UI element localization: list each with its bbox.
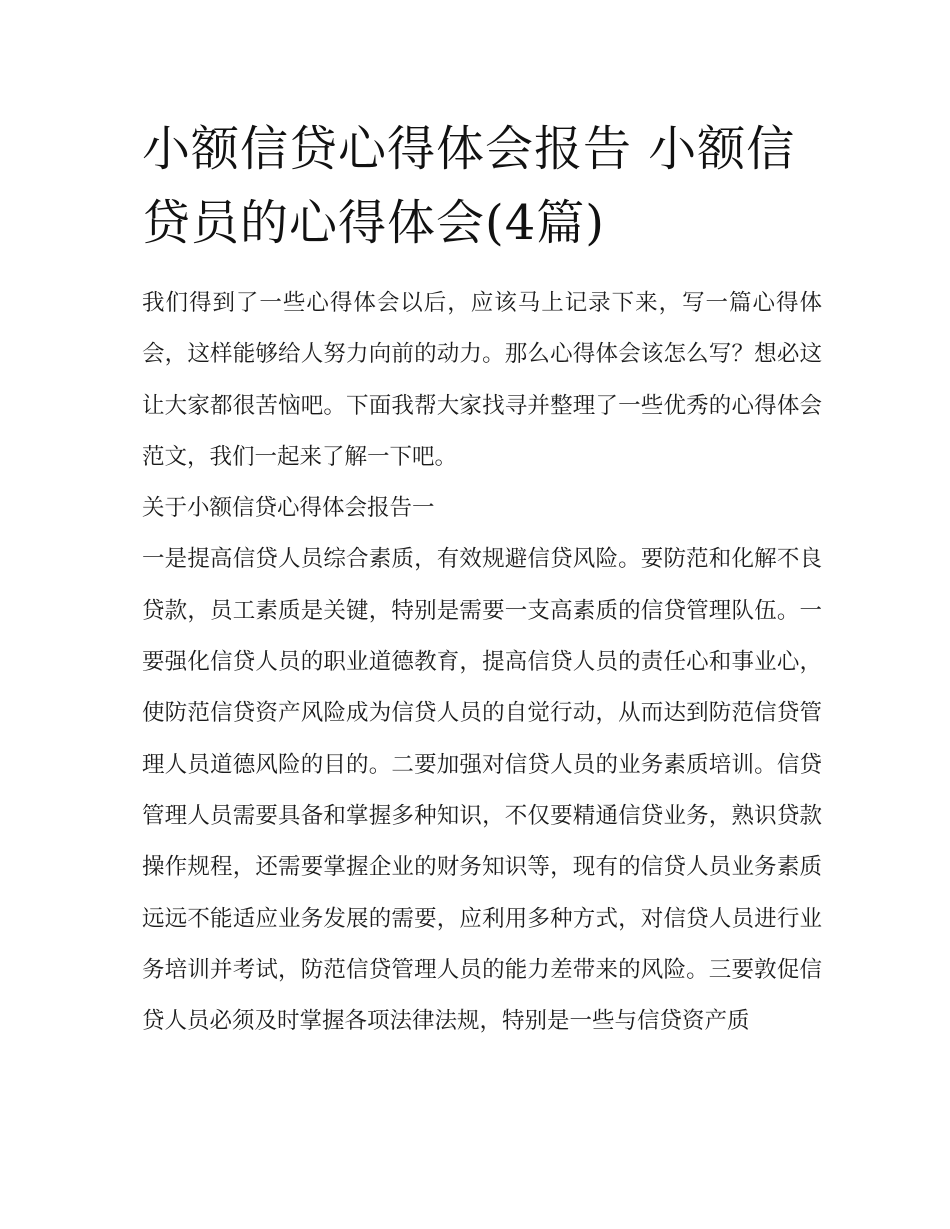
section-heading: 关于小额信贷心得体会报告一 bbox=[142, 495, 435, 522]
intro-paragraph: 我们得到了一些心得体会以后，应该马上记录下来，写一篇心得体会，这样能够给人努力向前的动力。那么心得体会该怎么写？想必这让大家都很苦恼吧。下面我帮大家找寻并整理了一些优秀的心得体会范文，我们一起来了解一下吧。 bbox=[142, 290, 822, 470]
section-paragraph: 一是提高信贷人员综合素质，有效规避信贷风险。要防范和化解不良贷款，员工素质是关键，特别是需要一支高素质的信贷管理队伍。一要强化信贷人员的职业道德教育，提高信贷人员的责任心和事业心，使防范信贷资产风险成为信贷人员的自觉行动，从而达到防范信贷管理人员道德风险的目的。二要加强对信贷人员的业务素质培训。信贷管理人员需要具备和掌握多种知识，不仅要精通信贷业务，熟识贷款操作规程，还需要掌握企业的财务知识等，现有的信贷人员业务素质远远不能适应业务发展的需要，应利用多种方式，对信贷人员进行业务培训并考试，防范信贷管理人员的能力差带来的风险。三要敦促信贷人员必须及时掌握各项法律法规，特别是一些与信贷资产质 bbox=[142, 546, 822, 1035]
document-title: 小额信贷心得体会报告 小额信贷员的心得体会(4篇) bbox=[142, 121, 796, 251]
document-body bbox=[142, 278, 822, 1047]
